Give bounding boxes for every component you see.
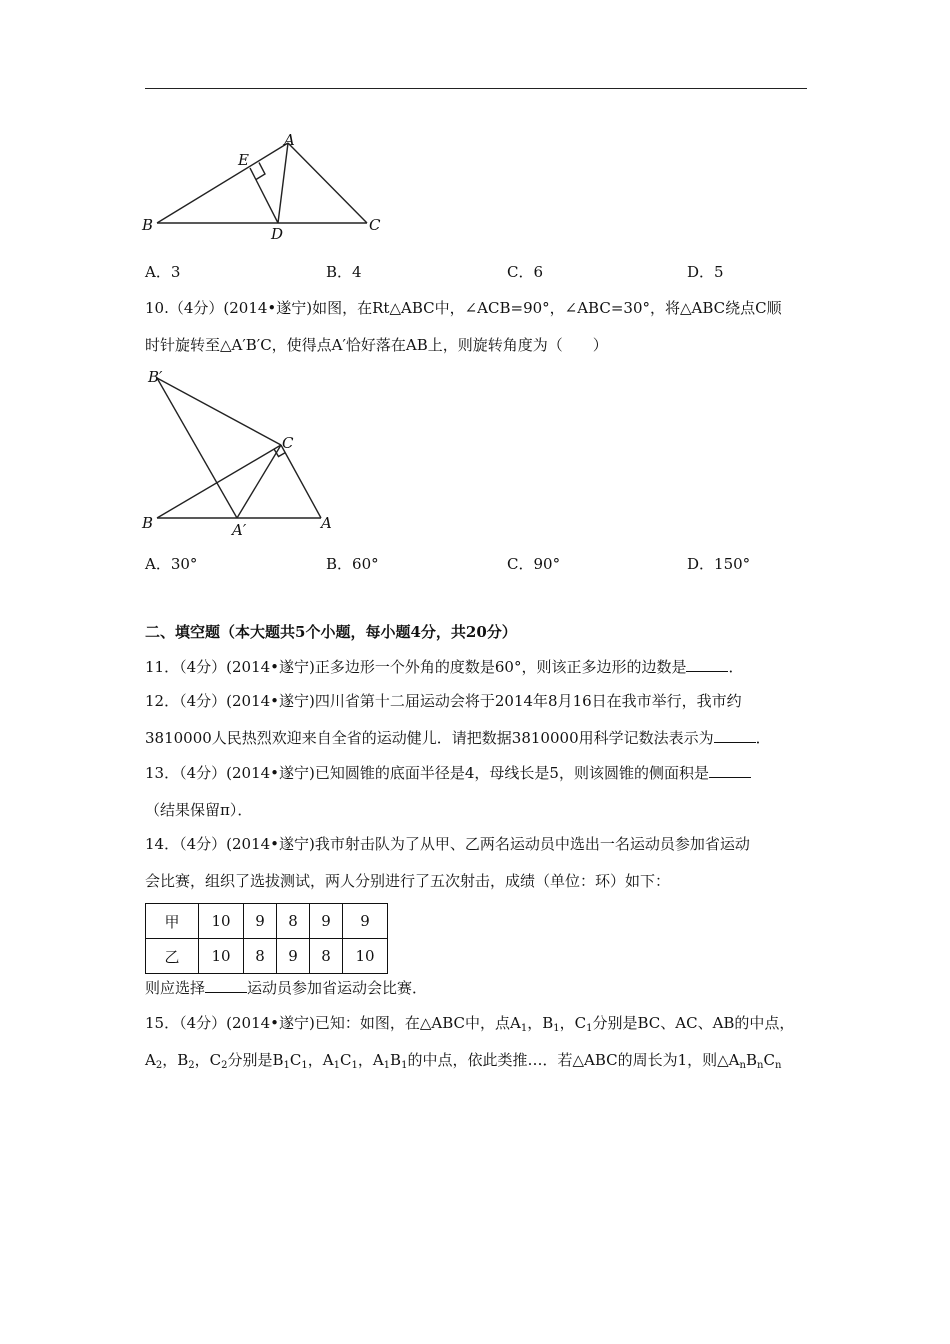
table-cell: 9 bbox=[310, 904, 343, 939]
q15-text: 15．（4分）(2014•遂宁)已知：如图，在△ABC中，点A bbox=[145, 1014, 521, 1032]
q10-option-d: D．150° bbox=[687, 555, 751, 573]
q15-line1 bbox=[145, 1013, 794, 1033]
subscript: 1 bbox=[553, 1023, 560, 1034]
subscript: 1 bbox=[351, 1060, 358, 1071]
q9-option-d: D．5 bbox=[687, 263, 724, 281]
label-Bprime: B′ bbox=[148, 368, 163, 386]
q15-text: ，A bbox=[307, 1051, 334, 1069]
q14-after-table bbox=[145, 978, 427, 998]
table-cell: 10 bbox=[343, 939, 388, 974]
q12-line2 bbox=[145, 728, 771, 748]
subscript: 1 bbox=[283, 1060, 290, 1071]
table-cell: 8 bbox=[244, 939, 277, 974]
label-A: A bbox=[284, 131, 295, 149]
q15-text: C bbox=[289, 1051, 302, 1069]
q14-answer-blank bbox=[205, 978, 247, 993]
q15-text: 分别是BC、AC、AB的中点， bbox=[592, 1014, 795, 1032]
label-E: E bbox=[238, 151, 249, 169]
section2-title: 二、填空题（本大题共5个小题，每小题4分，共20分） bbox=[145, 623, 517, 641]
segment-ED bbox=[250, 168, 278, 223]
q15-text: ，B bbox=[162, 1051, 189, 1069]
subscript: 1 bbox=[333, 1060, 340, 1071]
q12-answer-blank bbox=[714, 728, 756, 743]
label-Aprime: A′ bbox=[232, 521, 247, 539]
subscript: 2 bbox=[155, 1060, 163, 1071]
q10-option-c: C．90° bbox=[507, 555, 561, 573]
segment-AD bbox=[278, 143, 288, 223]
subscript: 1 bbox=[520, 1023, 528, 1034]
label-B: B bbox=[142, 216, 154, 234]
q14-line1: 14．（4分）(2014•遂宁)我市射击队为了从甲、乙两名运动员中选出一名运动员参加省运动 bbox=[145, 835, 750, 853]
label-B: B bbox=[142, 514, 154, 532]
q15-text: ，C bbox=[559, 1014, 587, 1032]
table-cell: 乙 bbox=[146, 939, 199, 974]
subscript: n bbox=[739, 1060, 746, 1071]
table-row-jia bbox=[146, 904, 388, 939]
segment-AC bbox=[288, 143, 367, 223]
table-cell: 10 bbox=[199, 904, 244, 939]
subscript: 1 bbox=[401, 1060, 408, 1071]
q15-text: 的中点，依此类推…．若△ABC的周长为1，则△A bbox=[407, 1051, 740, 1069]
subscript: 2 bbox=[188, 1060, 195, 1071]
subscript: 2 bbox=[221, 1060, 228, 1071]
q11-end: ． bbox=[728, 658, 744, 676]
subscript: 1 bbox=[301, 1060, 308, 1071]
q15-text: B bbox=[745, 1051, 757, 1069]
segment-BA bbox=[157, 143, 288, 223]
segment-CAprime bbox=[237, 445, 281, 518]
q11-answer-blank bbox=[686, 657, 728, 672]
q10-line2: 时针旋转至△A′B′C，使得点A′恰好落在AB上，则旋转角度为（ ） bbox=[145, 336, 608, 354]
q14-after-post: 运动员参加省运动会比赛． bbox=[247, 979, 428, 997]
q13-line2: （结果保留π）． bbox=[145, 801, 253, 819]
q15-text: A bbox=[145, 1051, 156, 1069]
subscript: n bbox=[757, 1060, 764, 1071]
q9-option-a: A．3 bbox=[145, 263, 181, 281]
q10-line1: 10.（4分）(2014•遂宁)如图，在Rt△ABC中，∠ACB=90°，∠ABC=30°，将△ABC绕点C顺 bbox=[145, 299, 782, 317]
q9-option-b: B．4 bbox=[326, 263, 362, 281]
subscript: 1 bbox=[383, 1060, 391, 1071]
header-rule bbox=[145, 88, 807, 89]
segment-CA bbox=[281, 445, 321, 518]
label-C: C bbox=[369, 216, 381, 234]
q15-line2 bbox=[145, 1050, 781, 1070]
q9-option-c: C．6 bbox=[507, 263, 544, 281]
segment-BC bbox=[157, 445, 281, 518]
score-table bbox=[145, 903, 388, 974]
q15-text: C bbox=[763, 1051, 775, 1069]
label-C: C bbox=[282, 434, 294, 452]
q15-text: ，B bbox=[527, 1014, 554, 1032]
q15-text: ，A bbox=[357, 1051, 384, 1069]
label-D: D bbox=[271, 225, 284, 243]
q15-text: B bbox=[390, 1051, 402, 1069]
q12-end: ． bbox=[755, 729, 771, 747]
q11-stem: 11．（4分）(2014•遂宁)正多边形一个外角的度数是60°，则该正多边形的边数是 bbox=[145, 658, 687, 676]
figure-q9-triangle bbox=[140, 128, 400, 243]
q13-line1 bbox=[145, 763, 751, 783]
right-angle-mark-E bbox=[256, 163, 265, 180]
table-cell: 10 bbox=[199, 939, 244, 974]
q15-text: 分别是B bbox=[227, 1051, 284, 1069]
table-cell: 9 bbox=[244, 904, 277, 939]
table-row-yi bbox=[146, 939, 388, 974]
table-cell: 9 bbox=[343, 904, 388, 939]
table-cell: 甲 bbox=[146, 904, 199, 939]
q12-line1: 12．（4分）(2014•遂宁)四川省第十二届运动会将于2014年8月16日在我市举行，我市约 bbox=[145, 692, 742, 710]
table-cell: 9 bbox=[277, 939, 310, 974]
q10-option-b: B．60° bbox=[326, 555, 379, 573]
q14-after-pre: 则应选择 bbox=[145, 979, 206, 997]
q14-line2: 会比赛，组织了选拔测试，两人分别进行了五次射击，成绩（单位：环）如下： bbox=[145, 872, 671, 890]
q11-text bbox=[145, 657, 743, 677]
q13-stem: 13．（4分）(2014•遂宁)已知圆锥的底面半径是4，母线长是5，则该圆锥的侧面积是 bbox=[145, 764, 709, 782]
q15-text: C bbox=[339, 1051, 352, 1069]
label-A: A bbox=[321, 514, 332, 532]
subscript: n bbox=[774, 1060, 782, 1071]
q13-answer-blank bbox=[709, 763, 751, 778]
figure-q10-rotation bbox=[140, 362, 360, 542]
q10-option-a: A．30° bbox=[145, 555, 198, 573]
table-cell: 8 bbox=[277, 904, 310, 939]
q12-stem: 3810000人民热烈欢迎来自全省的运动健儿．请把数据3810000用科学记数法表示为 bbox=[145, 729, 714, 747]
q15-text: ，C bbox=[194, 1051, 222, 1069]
table-cell: 8 bbox=[310, 939, 343, 974]
subscript: 1 bbox=[586, 1023, 593, 1034]
